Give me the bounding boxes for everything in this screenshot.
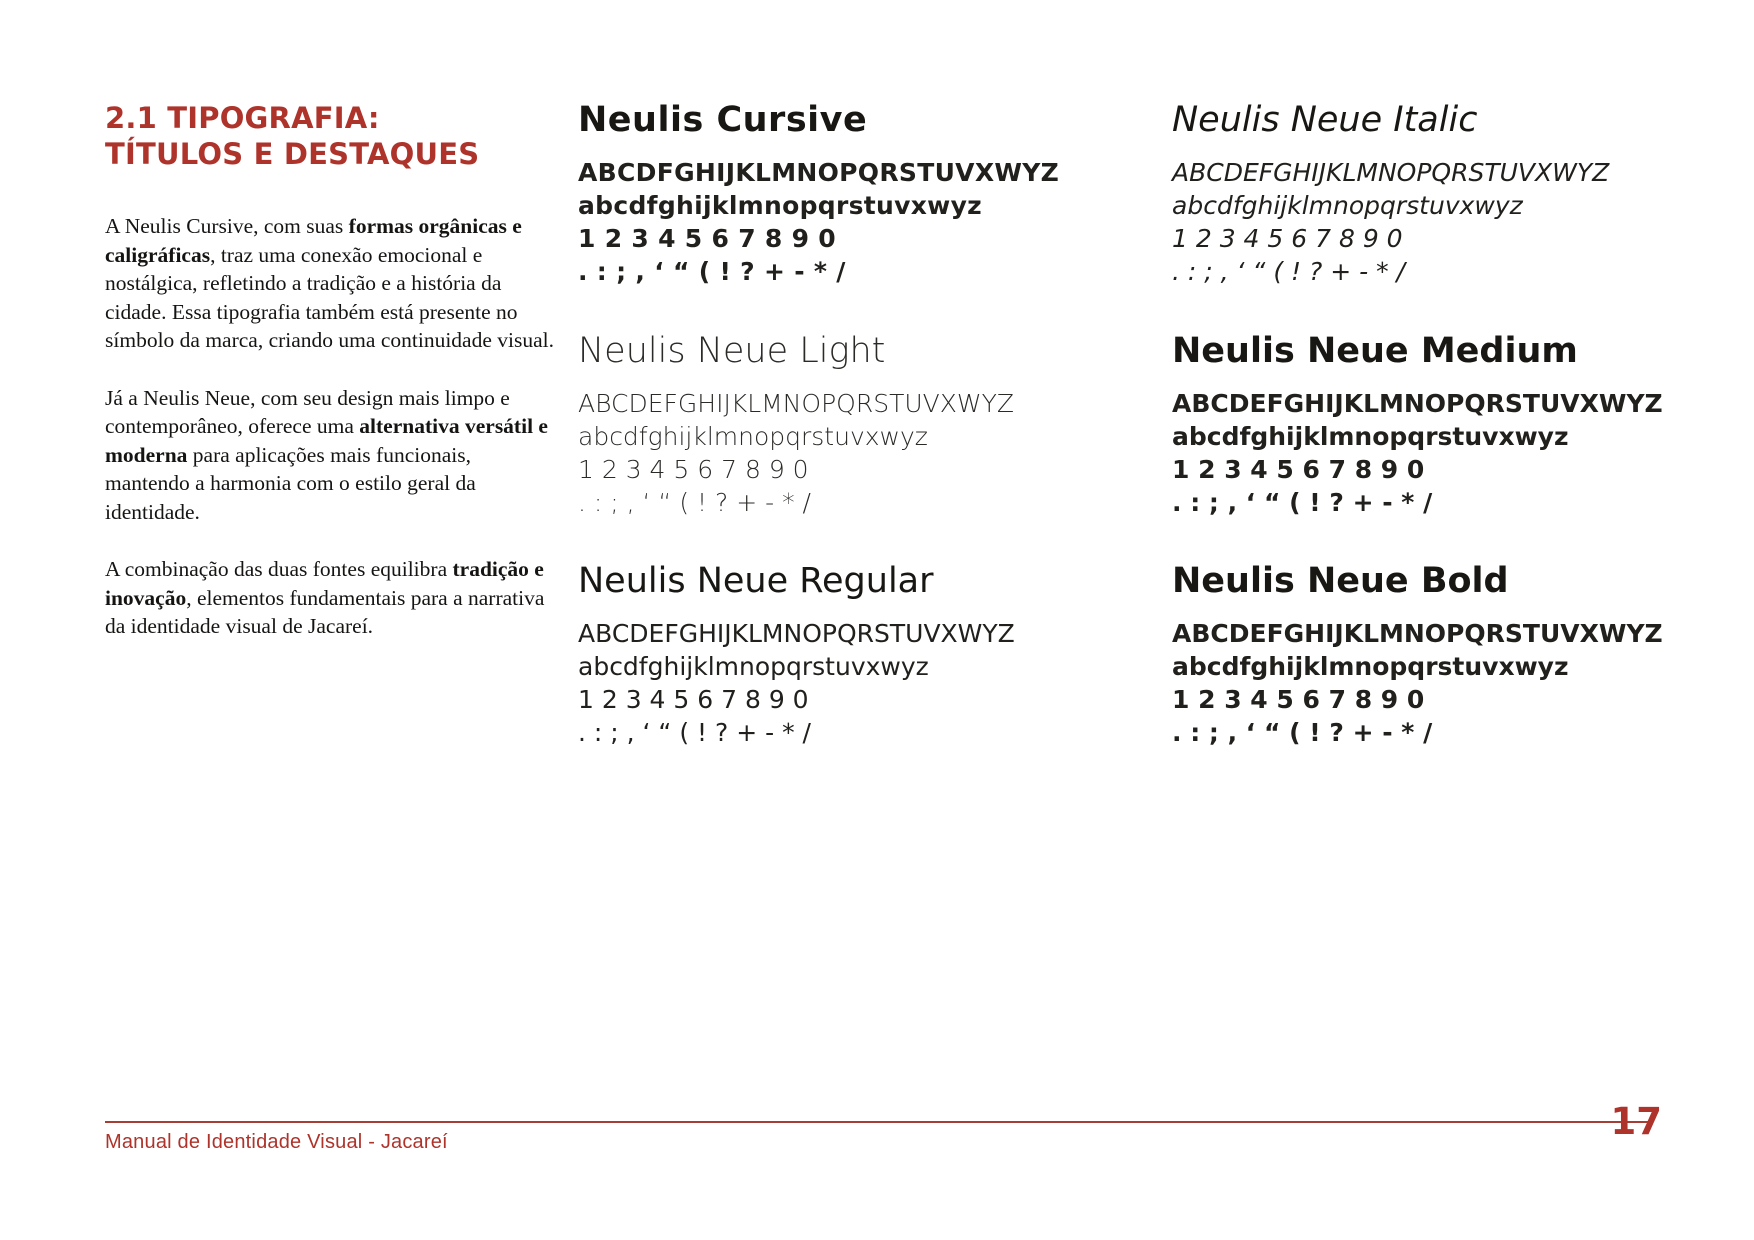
- specimen-punctuation-row: . : ; , ‘ “ ( ! ? + - * /: [1172, 257, 1405, 286]
- paragraph-bold-text: alternativa versátil e moderna: [105, 414, 548, 467]
- specimen-punctuation-row: . : ; , ‘ “ ( ! ? + - * /: [1172, 718, 1433, 747]
- specimen-lowercase-row: abcdfghijklmnopqrstuvxwyz: [1172, 652, 1569, 681]
- footer-manual-label: Manual de Identidade Visual - Jacareí: [105, 1131, 448, 1153]
- paragraph-text: Já a Neulis Neue, com seu design mais limpo e contemporâneo, oferece uma: [105, 385, 510, 438]
- page-number: 17: [1610, 1100, 1662, 1143]
- intro-paragraph-3: [105, 555, 557, 641]
- specimen-lowercase-row: abcdfghijklmnopqrstuvxwyz: [578, 652, 929, 681]
- specimen-title: Neulis Neue Bold: [1172, 561, 1509, 601]
- specimen-uppercase-row: ABCDEFGHIJKLMNOPQRSTUVXWYZ: [578, 389, 1015, 418]
- specimen-uppercase-row: ABCDFGHIJKLMNOPQRSTUVXWYZ: [578, 158, 1060, 187]
- specimen-title: Neulis Neue Light: [578, 331, 886, 371]
- specimen-lowercase-row: abcdfghijklmnopqrstuvxwyz: [578, 191, 983, 220]
- section-heading-line1: 2.1 TIPOGRAFIA:: [105, 101, 380, 135]
- specimen-numbers-row: 1 2 3 4 5 6 7 8 9 0: [1172, 455, 1425, 484]
- paragraph-text: , elementos fundamentais para a narrativa da identidade visual de Jacareí.: [105, 585, 545, 638]
- paragraph-bold-text: formas orgânicas e caligráficas: [105, 214, 522, 267]
- paragraph-text: , traz uma conexão emocional e nostálgica, refletindo a tradição e a história da cidade. Essa tipografia também está presente no símbolo da marca, criando uma continuidade visual.: [105, 242, 554, 352]
- intro-paragraph-2: [105, 384, 557, 527]
- specimen-title: Neulis Neue Regular: [578, 561, 934, 601]
- paragraph-text: A Neulis Cursive, com suas: [105, 214, 349, 238]
- paragraph-text: A combinação das duas fontes equilibra: [105, 557, 453, 581]
- specimen-neulis-neue-medium: [1172, 331, 1672, 519]
- specimen-neulis-neue-regular: [578, 561, 1178, 749]
- specimen-punctuation-row: . : ; , ‘ “ ( ! ? + - * /: [578, 257, 846, 286]
- paragraph-text: para aplicações mais funcionais, mantendo a harmonia com o estilo geral da identidade.: [105, 442, 476, 524]
- specimen-lowercase-row: abcdfghijklmnopqrstuvxwyz: [578, 422, 928, 451]
- specimen-title: Neulis Neue Italic: [1172, 100, 1478, 140]
- specimen-neulis-neue-light: [578, 331, 1178, 519]
- specimen-numbers-row: 1 2 3 4 5 6 7 8 9 0: [1172, 685, 1425, 714]
- footer-divider: [105, 1121, 1651, 1123]
- intro-paragraph-1: [105, 212, 557, 355]
- section-heading: [105, 100, 565, 172]
- specimen-lowercase-row: abcdfghijklmnopqrstuvxwyz: [1172, 422, 1569, 451]
- specimen-punctuation-row: . : ; , ‘ “ ( ! ? + - * /: [578, 718, 811, 747]
- specimen-numbers-row: 1 2 3 4 5 6 7 8 9 0: [578, 455, 809, 484]
- specimen-numbers-row: 1 2 3 4 5 6 7 8 9 0: [578, 224, 836, 253]
- specimen-uppercase-row: ABCDEFGHIJKLMNOPQRSTUVXWYZ: [1172, 389, 1663, 418]
- specimen-lowercase-row: abcdfghijklmnopqrstuvxwyz: [1172, 191, 1523, 220]
- specimen-title: Neulis Neue Medium: [1172, 331, 1578, 371]
- section-heading-line2: TÍTULOS E DESTAQUES: [105, 137, 480, 171]
- specimen-punctuation-row: . : ; , ‘ “ ( ! ? + - * /: [1172, 488, 1433, 517]
- specimen-uppercase-row: ABCDEFGHIJKLMNOPQRSTUVXWYZ: [1172, 619, 1663, 648]
- specimen-neulis-neue-italic: [1172, 100, 1672, 288]
- specimen-title: Neulis Cursive: [578, 100, 868, 140]
- specimen-numbers-row: 1 2 3 4 5 6 7 8 9 0: [1172, 224, 1403, 253]
- specimen-punctuation-row: . : ; , ‘ “ ( ! ? + - * /: [578, 488, 811, 517]
- specimen-neulis-cursive: [578, 100, 1178, 288]
- specimen-numbers-row: 1 2 3 4 5 6 7 8 9 0: [578, 685, 809, 714]
- specimen-uppercase-row: ABCDEFGHIJKLMNOPQRSTUVXWYZ: [1172, 158, 1610, 187]
- specimen-uppercase-row: ABCDEFGHIJKLMNOPQRSTUVXWYZ: [578, 619, 1015, 648]
- intro-text: [105, 212, 557, 670]
- paragraph-bold-text: tradição e inovação: [105, 557, 544, 610]
- specimen-neulis-neue-bold: [1172, 561, 1672, 749]
